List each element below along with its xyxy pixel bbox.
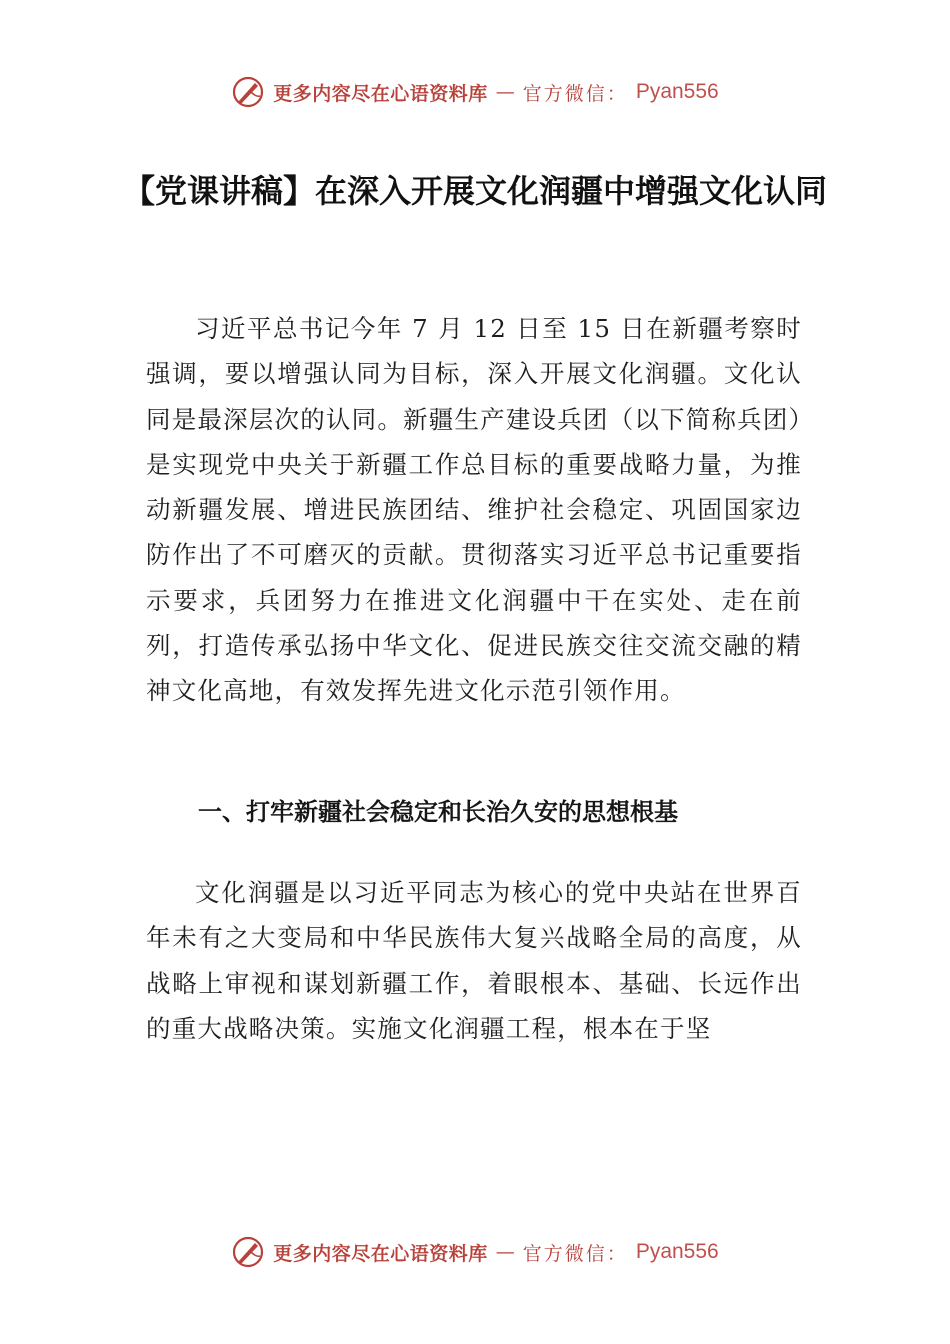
footer-banner — [0, 1230, 950, 1274]
pen-logo-icon — [231, 75, 265, 109]
banner-wechat-id: Pyan556 — [635, 80, 719, 103]
banner-wechat-label: 官方微信： — [522, 1242, 628, 1265]
banner-dash: — — [495, 1241, 515, 1263]
banner-dash: — — [495, 81, 515, 103]
banner-wechat-id: Pyan556 — [635, 1240, 719, 1263]
paragraph-intro: 习近平总书记今年 7 月 12 日至 15 日在新疆考察时强调，要以增强认同为目标，深入开展文化润疆。文化认同是最深层次的认同。新疆生产建设兵团（以下简称兵团）是实现党中央关于新疆工作总目标的重要战略力量，为推动新疆发展、增进民族团结、维护社会稳定、巩固国家边防作出了不可磨灭的贡献。贯彻落实习近平总书记重要指示要求，兵团努力在推进文化润疆中干在实处、走在前列，打造传承弘扬中华文化、促进民族交往交流交融的精神文化高地，有效发挥先进文化示范引领作用。 — [146, 314, 802, 706]
paragraph-section-1: 文化润疆是以习近平同志为核心的党中央站在世界百年未有之大变局和中华民族伟大复兴战略全局的高度，从战略上审视和谋划新疆工作，着眼根本、基础、长远作出的重大战略决策。实施文化润疆工程，根本在于坚 — [146, 878, 802, 1043]
pen-logo-icon — [231, 1235, 265, 1269]
document-title: 【党课讲稿】在深入开展文化润疆中增强文化认同 — [122, 172, 827, 210]
section-heading-1: 一、打牢新疆社会稳定和长治久安的思想根基 — [198, 798, 678, 826]
header-banner — [0, 70, 950, 114]
banner-wechat-label: 官方微信： — [522, 82, 628, 105]
banner-site-text: 更多内容尽在心语资料库 — [273, 82, 488, 105]
banner-site-text: 更多内容尽在心语资料库 — [273, 1242, 488, 1265]
